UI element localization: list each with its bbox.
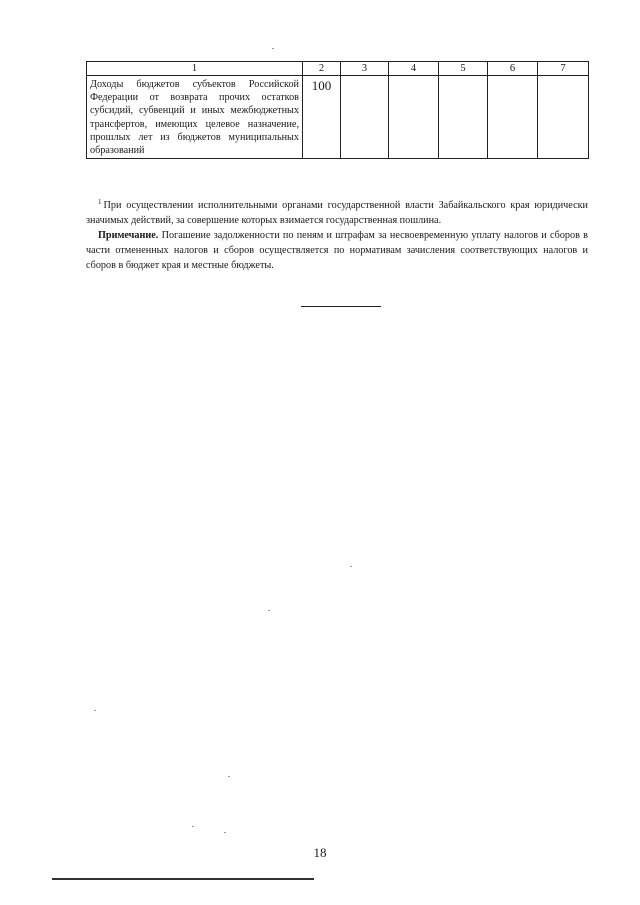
column-header: 5 bbox=[439, 62, 488, 76]
page-number: 18 bbox=[313, 845, 327, 860]
note-paragraph bbox=[86, 228, 588, 273]
scan-speck bbox=[224, 832, 226, 833]
footnote-text: При осуществлении исполнительными органами государственной власти Забайкальского края юридически значимых действий, за совершение которых взимается государственная пошлина. bbox=[86, 200, 588, 226]
scan-speck bbox=[350, 566, 352, 567]
note-title: Примечание. bbox=[98, 230, 159, 241]
bottom-rule bbox=[52, 878, 314, 880]
budget-income-table bbox=[86, 61, 589, 159]
table-cell bbox=[389, 76, 439, 159]
column-header: 6 bbox=[488, 62, 538, 76]
norm-value-cell: 100 bbox=[303, 76, 341, 159]
table-cell bbox=[538, 76, 589, 159]
note-text: Погашение задолженности по пеням и штрафам за несвоевременную уплату налогов и сборов в части отмененных налогов и сборов осуществляется по нормативам зачисления соответствующих налогов и сборов в бюджет края и местные бюджеты. bbox=[86, 230, 588, 271]
scan-speck bbox=[268, 610, 270, 611]
footnote-marker: 1 bbox=[98, 198, 102, 206]
section-divider bbox=[301, 306, 381, 307]
column-header: 2 bbox=[303, 62, 341, 76]
footnotes-block bbox=[86, 195, 588, 273]
table-cell bbox=[439, 76, 488, 159]
table-cell bbox=[341, 76, 389, 159]
scan-speck bbox=[228, 776, 230, 777]
column-header: 4 bbox=[389, 62, 439, 76]
column-header: 3 bbox=[341, 62, 389, 76]
scan-speck bbox=[192, 826, 194, 827]
scan-speck bbox=[272, 48, 274, 49]
income-description-cell: Доходы бюджетов субъектов Российской Федерации от возврата прочих остатков субсидий, субвенций и иных межбюджетных трансфертов, имеющих целевое назначение, прошлых лет из бюджетов муниципальных образований bbox=[87, 76, 303, 159]
table-row bbox=[87, 76, 589, 159]
footnote bbox=[86, 195, 588, 228]
column-header: 1 bbox=[87, 62, 303, 76]
table-header-row bbox=[87, 62, 589, 76]
table-cell bbox=[488, 76, 538, 159]
column-header: 7 bbox=[538, 62, 589, 76]
scan-speck bbox=[94, 710, 96, 711]
